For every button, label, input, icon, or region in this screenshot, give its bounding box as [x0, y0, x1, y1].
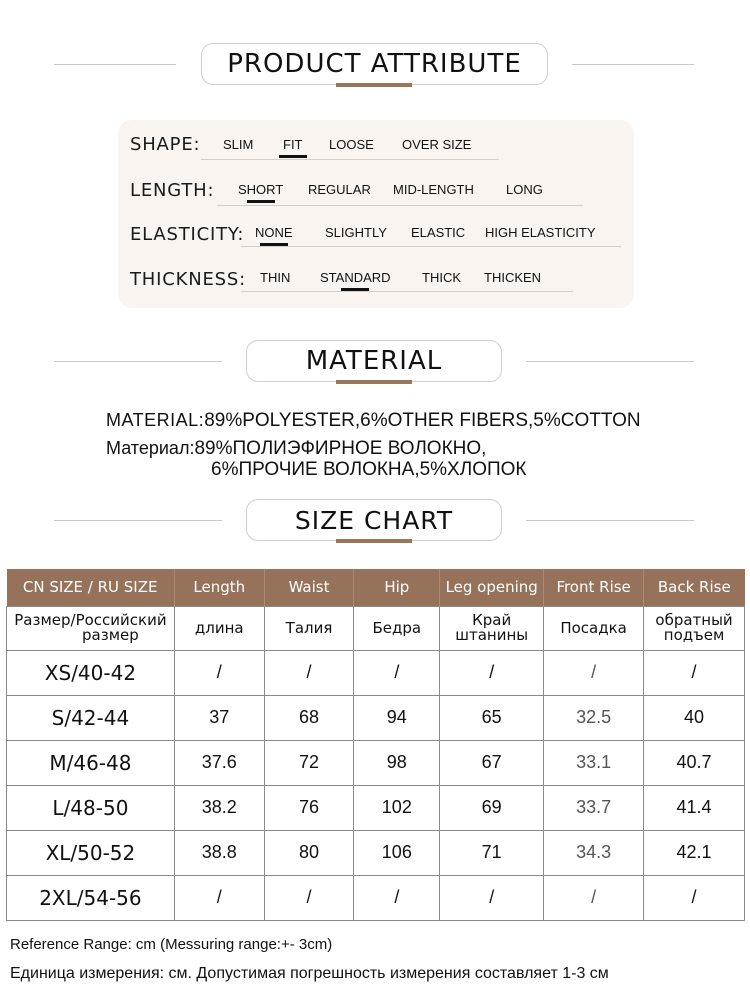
attribute-label: ELASTICITY: — [130, 224, 245, 245]
table-cell: / — [440, 875, 544, 920]
table-row — [7, 875, 745, 920]
divider-left — [54, 64, 176, 65]
option-regular: REGULAR — [308, 182, 371, 197]
table-cell: 68 — [264, 695, 354, 740]
option-standard-selected: STANDARD — [320, 270, 391, 285]
table-cell: 106 — [354, 830, 440, 875]
header-line: длина — [194, 618, 244, 637]
material-ru — [106, 438, 486, 460]
option-short-selected: SHORT — [238, 182, 284, 197]
attribute-row-shape — [118, 132, 634, 162]
attribute-label: SHAPE: — [130, 134, 201, 155]
table-cell: 32.5 — [544, 695, 644, 740]
attribute-underline — [241, 246, 621, 247]
attribute-row-thickness — [118, 267, 634, 297]
table-cell: / — [544, 650, 644, 695]
table-cell: 41.4 — [644, 785, 745, 830]
attribute-row-elasticity — [118, 222, 634, 252]
section-title-box — [201, 43, 548, 85]
table-row — [7, 740, 745, 785]
section-title-box — [246, 499, 502, 541]
divider-right — [572, 64, 694, 65]
material-ru-line2 — [211, 459, 527, 481]
title-accent-bar — [336, 539, 412, 543]
attribute-underline — [241, 291, 573, 292]
title-accent-bar — [336, 380, 412, 384]
option-slim: SLIM — [223, 137, 254, 152]
column-header-ru — [354, 606, 440, 650]
divider-right — [526, 520, 694, 521]
table-cell: 76 — [264, 785, 354, 830]
table-cell: / — [264, 875, 354, 920]
header-line: Бедра — [372, 618, 422, 637]
column-header: CN SIZE / RU SIZE — [7, 569, 175, 606]
table-header-row-en — [7, 569, 745, 606]
column-header: Back Rise — [644, 569, 745, 606]
table-cell: 102 — [354, 785, 440, 830]
section-title: PRODUCT ATTRIBUTE — [227, 49, 522, 79]
table-cell: 98 — [354, 740, 440, 785]
section-title: SIZE CHART — [294, 505, 454, 535]
table-cell: 34.3 — [544, 830, 644, 875]
header-line: штанины — [455, 626, 529, 644]
table-cell: / — [174, 875, 264, 920]
divider-left — [54, 361, 222, 362]
table-cell: 38.8 — [174, 830, 264, 875]
table-cell: / — [544, 875, 644, 920]
header-line: Талия — [285, 618, 333, 637]
table-cell: 33.7 — [544, 785, 644, 830]
table-cell: 67 — [440, 740, 544, 785]
table-header-row-ru — [7, 606, 745, 650]
table-cell: 80 — [264, 830, 354, 875]
material-ru-value-line2: 6%ПРОЧИЕ ВОЛОКНА,5%ХЛОПОК — [211, 459, 527, 480]
column-header-ru — [440, 606, 544, 650]
option-none-selected: NONE — [255, 225, 293, 240]
table-cell: 72 — [264, 740, 354, 785]
table-cell: 42.1 — [644, 830, 745, 875]
table-cell: 40.7 — [644, 740, 745, 785]
table-row — [7, 695, 745, 740]
material-en-value: 89%POLYESTER,6%OTHER FIBERS,5%COTTON — [204, 410, 641, 431]
title-accent-bar — [336, 83, 412, 87]
column-header-ru — [544, 606, 644, 650]
table-cell: 37 — [174, 695, 264, 740]
size-cell: XS/40-42 — [7, 650, 175, 695]
material-ru-label: Материал: — [106, 438, 195, 458]
divider-left — [54, 520, 222, 521]
table-row — [7, 785, 745, 830]
measurement-note-ru: Единица измерения: см. Допустимая погрешность измерения составляет 1-3 см — [10, 965, 609, 982]
attribute-label: THICKNESS: — [130, 269, 246, 290]
option-loose: LOOSE — [329, 137, 374, 152]
header-line: Посадка — [560, 618, 627, 637]
table-row — [7, 650, 745, 695]
header-line: подъем — [663, 626, 725, 644]
table-cell: 33.1 — [544, 740, 644, 785]
table-cell: 71 — [440, 830, 544, 875]
table-cell: / — [174, 650, 264, 695]
option-mid-length: MID-LENGTH — [393, 182, 474, 197]
option-elastic: ELASTIC — [411, 225, 466, 240]
table-cell: 69 — [440, 785, 544, 830]
table-cell: / — [264, 650, 354, 695]
table-cell: 40 — [644, 695, 745, 740]
table-cell: / — [644, 875, 745, 920]
column-header-ru — [174, 606, 264, 650]
attribute-row-length — [118, 178, 634, 208]
size-cell: M/46-48 — [7, 740, 175, 785]
table-cell: / — [440, 650, 544, 695]
table-cell: 37.6 — [174, 740, 264, 785]
column-header: Waist — [264, 569, 354, 606]
attribute-panel — [118, 120, 634, 308]
size-cell: 2XL/54-56 — [7, 875, 175, 920]
size-chart-table — [6, 569, 745, 921]
size-cell: L/48-50 — [7, 785, 175, 830]
option-thick: THICK — [422, 270, 461, 285]
option-fit-selected: FIT — [283, 137, 303, 152]
column-header: Front Rise — [544, 569, 644, 606]
reference-range-note: Reference Range: cm (Messuring range:+- 3cm) — [10, 936, 333, 953]
table-cell: 94 — [354, 695, 440, 740]
material-en — [106, 410, 641, 432]
table-row — [7, 830, 745, 875]
option-high-elasticity: HIGH ELASTICITY — [485, 225, 596, 240]
attribute-label: LENGTH: — [130, 180, 215, 201]
option-long: LONG — [506, 182, 543, 197]
table-cell: / — [354, 650, 440, 695]
header-line: Край — [472, 611, 512, 629]
option-thin: THIN — [260, 270, 291, 285]
divider-right — [526, 361, 694, 362]
option-over-size: OVER SIZE — [402, 137, 472, 152]
column-header: Length — [174, 569, 264, 606]
section-title-box — [246, 340, 502, 382]
table-cell: / — [354, 875, 440, 920]
section-title: MATERIAL — [305, 346, 443, 376]
size-cell: S/42-44 — [7, 695, 175, 740]
material-en-label: MATERIAL: — [106, 410, 205, 430]
header-line: Размер/Российский — [14, 611, 167, 629]
option-thicken: THICKEN — [484, 270, 542, 285]
table-cell: 38.2 — [174, 785, 264, 830]
column-header-ru — [644, 606, 745, 650]
table-cell: / — [644, 650, 745, 695]
table-cell: 65 — [440, 695, 544, 740]
column-header: Hip — [354, 569, 440, 606]
header-line: размер — [82, 626, 139, 644]
column-header-ru — [264, 606, 354, 650]
option-slightly: SLIGHTLY — [325, 225, 387, 240]
header-line: обратный — [655, 611, 733, 629]
column-header: Leg opening — [440, 569, 544, 606]
attribute-underline — [201, 159, 499, 160]
attribute-underline — [217, 205, 583, 206]
column-header-ru — [7, 606, 175, 650]
size-cell: XL/50-52 — [7, 830, 175, 875]
material-ru-value-line1: 89%ПОЛИЭФИРНОЕ ВОЛОКНО, — [194, 438, 487, 459]
